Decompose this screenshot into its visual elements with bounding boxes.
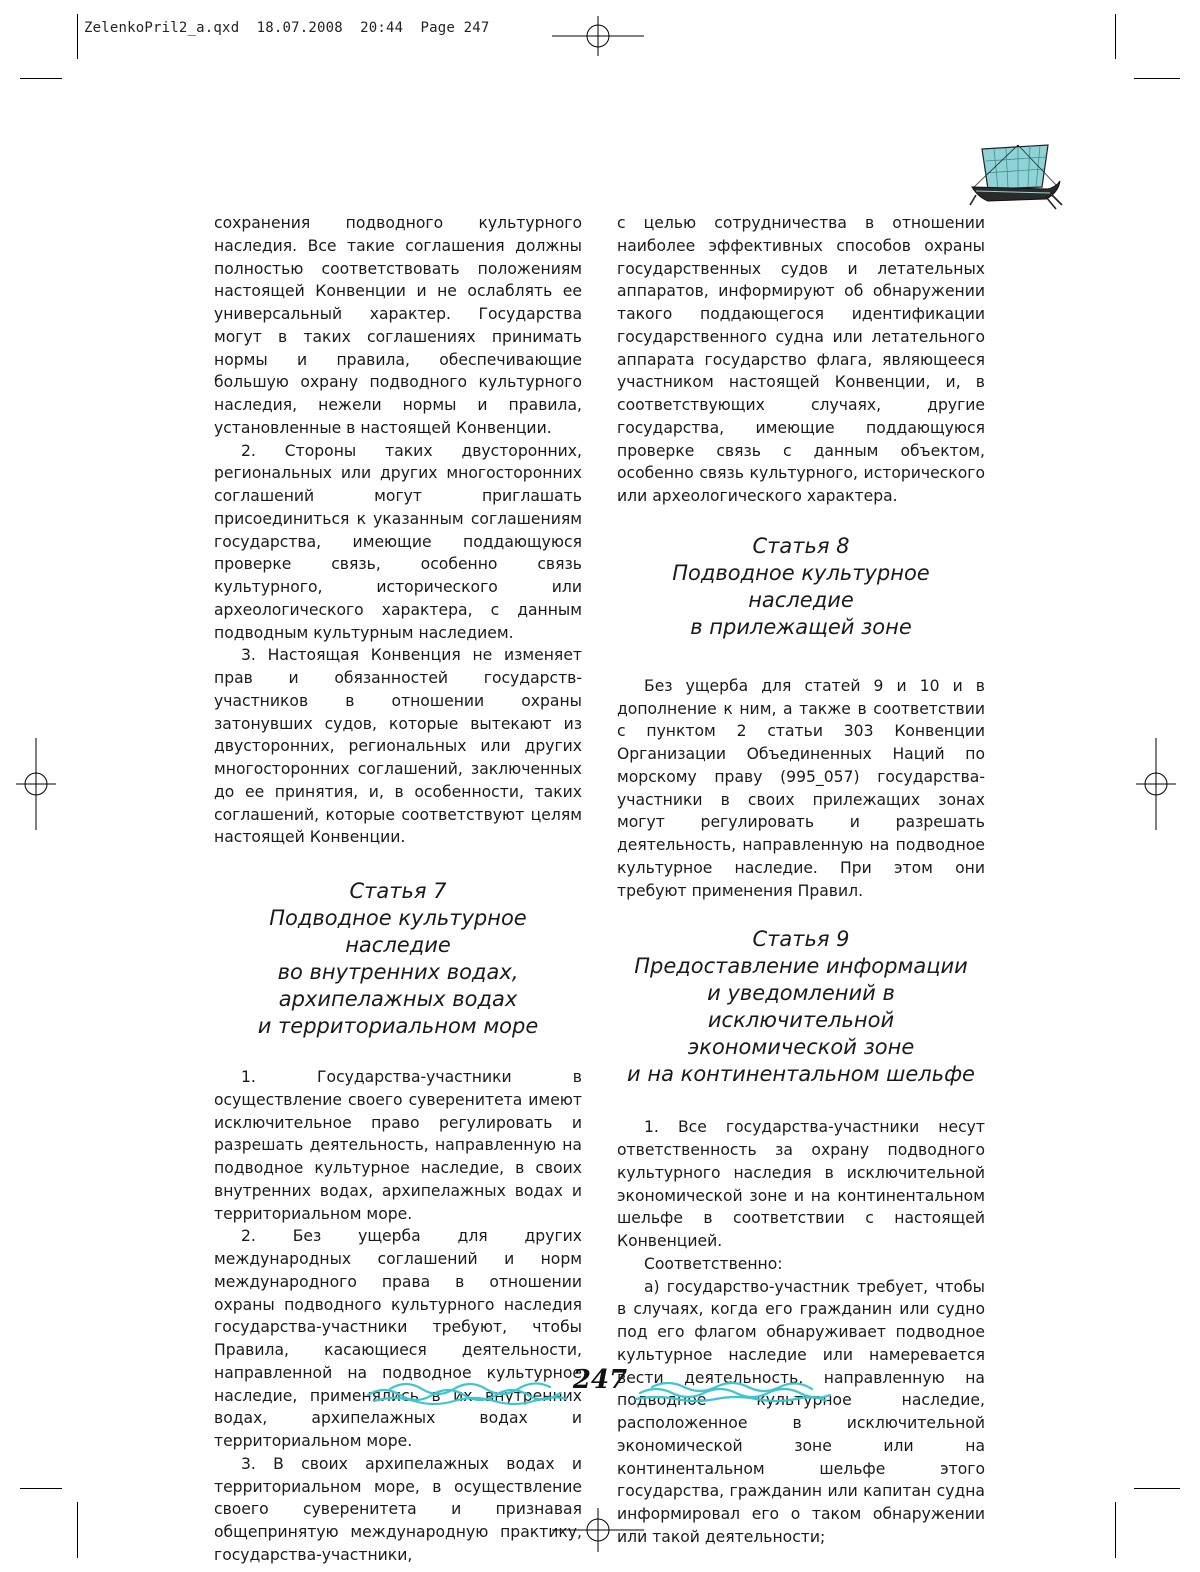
article-9-heading	[617, 926, 985, 1088]
article-title-line: в прилежащей зоне	[690, 614, 912, 639]
paragraph: с целью сотрудничества в отношении наиболее эффективных способов охраны государственных судов и летательных аппаратов, информируют об обнаружении такого поддающегося идентификации государственного судна или летательного аппарата государство флага, являющееся участником настоящей Конвенции, и, в соответствующих случаях, другие государства, имеющие поддающуюся проверке связь с данным объектом, особенно связь культурного, исторического или археологического характера.	[617, 214, 985, 505]
left-text-column	[214, 212, 582, 1567]
paragraph: 3. В своих архипелажных водах и территориальном море, в осуществление своего суверенитета и признавая общепринятую международную практику, государства-участники,	[214, 1454, 582, 1564]
ship-illustration	[968, 143, 1064, 211]
crop-mark-top-right-horizontal	[1134, 78, 1180, 79]
article-title-line: Подводное культурное наследие	[672, 560, 930, 612]
page-number: 247	[572, 1365, 628, 1395]
article-title-line: во внутренних водах,	[277, 960, 519, 984]
article-8-heading	[617, 533, 985, 641]
paragraph: 3. Настоящая Конвенция не изменяет прав и обязанностей государств-участников в отношении охраны затонувших судов, которые вытекают из двусторонних, региональных или других многосторонних соглашений, заключенных до ее принятия, и, в особенности, таких соглашений, которые соответствуют целям настоящей Конвенции.	[214, 646, 582, 847]
crop-mark-top-left-vertical	[77, 14, 78, 59]
article-title-line: архипелажных водах	[278, 987, 518, 1011]
paragraph: 2. Стороны таких двусторонних, региональных или других многосторонних соглашений могут приглашать присоединиться к указанным соглашениям государства, имеющие поддающуюся проверке связь, особенно связь культурного, исторического или археологического характера, с данным подводным культурным наследием.	[214, 441, 582, 642]
paragraph: 1. Все государства-участники несут ответственность за охрану подводного культурного наследия в исключительной экономической зоне и на континентальном шельфе в соответствии с настоящей Конвенцией.	[617, 1118, 985, 1250]
registration-mark-right	[1136, 738, 1176, 830]
article-title-line: экономической зоне	[687, 1035, 915, 1060]
crop-mark-bottom-left-vertical	[77, 1502, 78, 1558]
article-title-line: и на континентальном шельфе	[627, 1062, 975, 1087]
paragraph: Без ущерба для статей 9 и 10 и в дополнение к ним, а также в соответствии с пунктом 2 статьи 303 Конвенции Организации Объединенных Наций по морскому праву (995_057) государства-участники в своих прилежащих зонах могут регулировать и разрешать деятельность, направленную на подводное культурное наследие. При этом они требуют применения Правил.	[617, 676, 985, 900]
crop-mark-top-right-vertical	[1115, 14, 1116, 59]
paragraph: сохранения подводного культурного наследия. Все такие соглашения должны полностью соответствовать положениям настоящей Конвенции и не ослаблять ее универсальный характер. Государства могут в таких соглашениях принимать нормы и правила, обеспечивающие большую охрану подводного культурного наследия, нежели нормы и правила, установленные в настоящей Конвенции.	[214, 214, 582, 437]
print-slug: ZelenkoPril2_a.qxd 18.07.2008 20:44 Page 247	[84, 20, 490, 36]
crop-mark-bottom-right-vertical	[1115, 1502, 1116, 1558]
article-7-heading	[214, 878, 582, 1040]
article-title-line: Предоставление информации	[634, 954, 968, 979]
registration-mark-left	[16, 738, 56, 830]
paragraph: Соответственно:	[644, 1254, 783, 1273]
article-title-line: и территориальном море	[257, 1014, 539, 1038]
article-number: Статья 7	[349, 879, 447, 903]
crop-mark-bottom-right-horizontal	[1134, 1488, 1180, 1489]
right-text-column	[617, 212, 985, 1549]
crop-mark-top-left-horizontal	[20, 78, 62, 79]
article-title-line: и уведомлений в исключительной	[707, 981, 895, 1033]
crop-mark-bottom-left-horizontal	[20, 1488, 62, 1489]
paragraph: 1. Государства-участники в осуществление своего суверенитета имеют исключительное право регулировать и разрешать деятельность, направленную на подводное культурное наследие, в своих внутренних водах, архипелажных водах и территориальном море.	[214, 1068, 582, 1223]
registration-mark-top	[552, 16, 644, 56]
article-title-line: Подводное культурное наследие	[269, 906, 527, 957]
article-number: Статья 8	[752, 533, 850, 558]
paragraph: а) государство-участник требует, чтобы в случаях, когда его гражданин или судно под его флагом обнаруживает подводное культурное наследие или намеревается вести деятельность, направленную на подводное культурное наследие, расположенное в исключительной экономической зоне или на континентальном шельфе этого государства, гражданин или капитан судна информировал его о таком обнаружении или такой деятельности;	[617, 1277, 985, 1546]
article-number: Статья 9	[752, 927, 850, 952]
paragraph: 2. Без ущерба для других международных соглашений и норм международного права в отношении охраны подводного культурного наследия государства-участники требуют, чтобы Правила, касающиеся деятельности, направленной на подводное культурное наследие, применялись в их внутренних водах, архипелажных водах и территориальном море.	[214, 1227, 582, 1450]
